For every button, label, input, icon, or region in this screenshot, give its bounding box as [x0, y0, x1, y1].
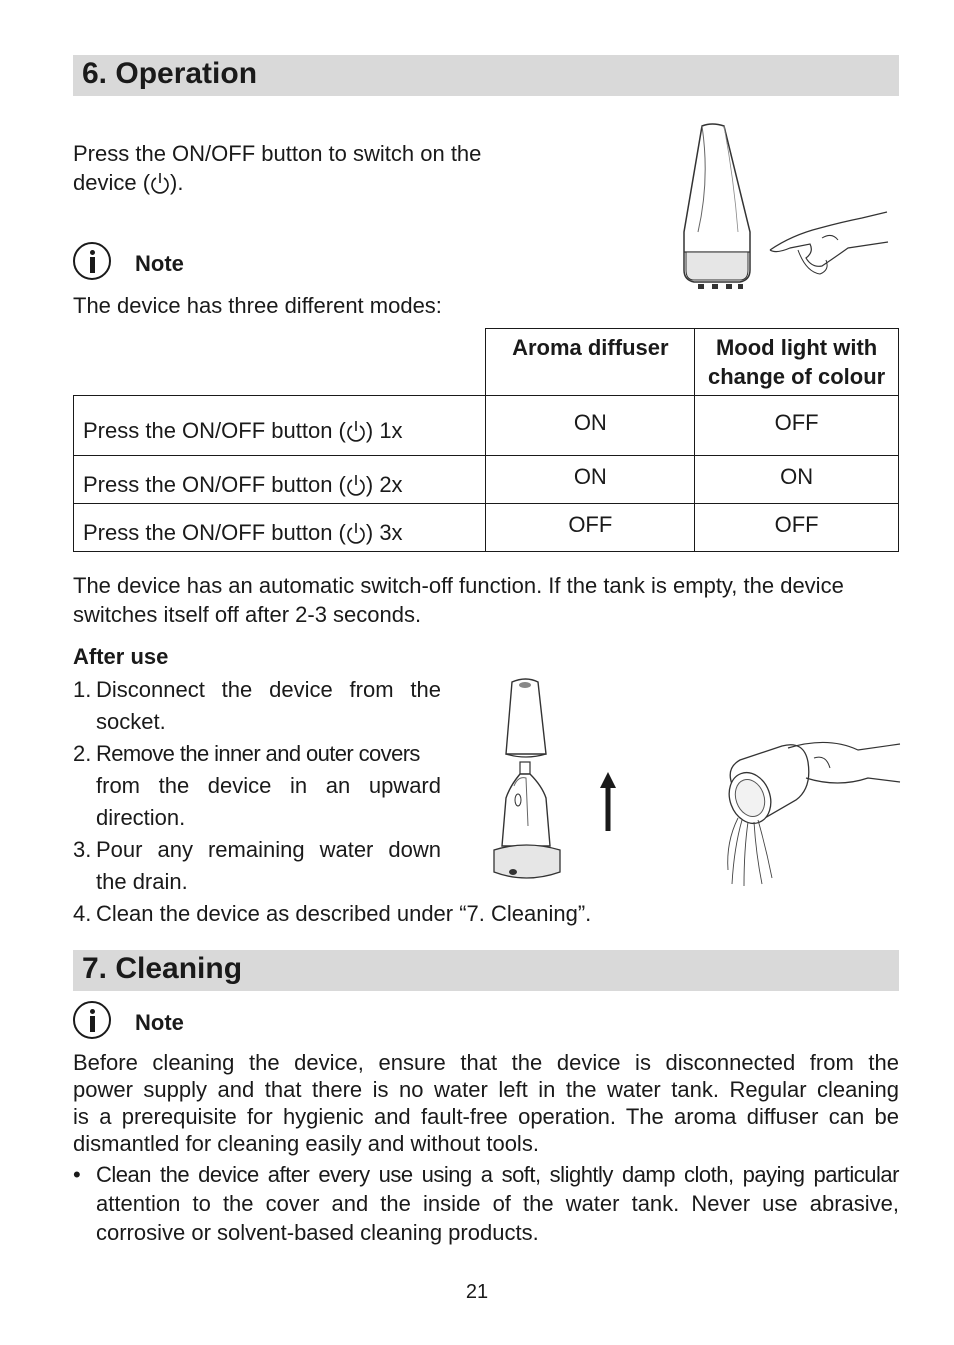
power-icon	[346, 474, 366, 496]
intro-text	[73, 139, 481, 197]
auto-off-text: The device has an automatic switch-off function. If the tank is empty, the device switches itself off after 2-3 seconds.	[73, 573, 844, 627]
cell-aroma: OFF	[486, 504, 695, 552]
intro-line-1: Press the ON/OFF button to switch on the	[73, 141, 482, 166]
header-mood-light: Mood light with change of colour	[695, 329, 899, 396]
row-action: Press the ON/OFF button ( ) 2x	[74, 456, 486, 504]
cleaning-paragraph: Before cleaning the device, ensure that the device is disconnected from the power supply and that there is no water left in the water tank. Regular cleaning is a prerequisite for hygienic and fault-free operation. The aroma diffuser can be dismantled for cleaning easily and without tools.	[73, 1050, 899, 1156]
table-header-blank	[74, 329, 486, 396]
modes-table	[73, 328, 899, 552]
page-number: 21	[465, 1281, 489, 1303]
info-icon	[73, 1001, 111, 1039]
table-row	[74, 456, 899, 504]
list-item: 1. Disconnect the device from the socket.	[73, 677, 441, 734]
pour-water-illustration	[718, 738, 902, 888]
cleaning-bullet: • Clean the device after every use using a soft, slightly damp cloth, paying particular attention to the cover and the inside of the water tank. Never use abrasive, corrosive or solvent-based cleaning products.	[73, 1162, 899, 1245]
cell-light: OFF	[695, 396, 899, 456]
cleaning-heading-text: 7. Cleaning	[82, 952, 243, 985]
row-action: Press the ON/OFF button ( ) 3x	[74, 504, 486, 552]
device-on-button-illustration	[672, 120, 894, 295]
cell-aroma: ON	[486, 396, 695, 456]
list-item: 3. Pour any remaining water down the drain.	[73, 837, 441, 894]
after-use-heading: After use	[73, 644, 169, 669]
table-row	[74, 396, 899, 456]
table-header-row	[74, 329, 899, 396]
section-heading-operation	[73, 55, 899, 96]
bullet-symbol: •	[73, 1162, 81, 1187]
cell-light: ON	[695, 456, 899, 504]
operation-heading-text: 6. Operation	[82, 57, 258, 90]
section-heading-cleaning	[73, 950, 899, 991]
note-label: Note	[135, 251, 184, 276]
note-label: Note	[135, 1010, 184, 1035]
header-aroma-diffuser: Aroma diffuser	[486, 329, 695, 396]
list-item: 2. Remove the inner and outer covers from the device in an upward direction.	[73, 741, 441, 830]
row-action: Press the ON/OFF button ( ) 1x	[74, 396, 486, 456]
modes-intro: The device has three different modes:	[73, 293, 442, 318]
power-icon	[346, 522, 366, 544]
info-icon	[73, 242, 111, 280]
table-row	[74, 504, 899, 552]
power-icon	[346, 420, 366, 442]
cell-aroma: ON	[486, 456, 695, 504]
list-item: 4. Clean the device as described under “7. Cleaning”.	[73, 901, 592, 926]
cell-light: OFF	[695, 504, 899, 552]
remove-covers-illustration	[488, 676, 628, 888]
intro-line-2: device ( ).	[73, 170, 184, 195]
power-icon	[150, 172, 170, 194]
